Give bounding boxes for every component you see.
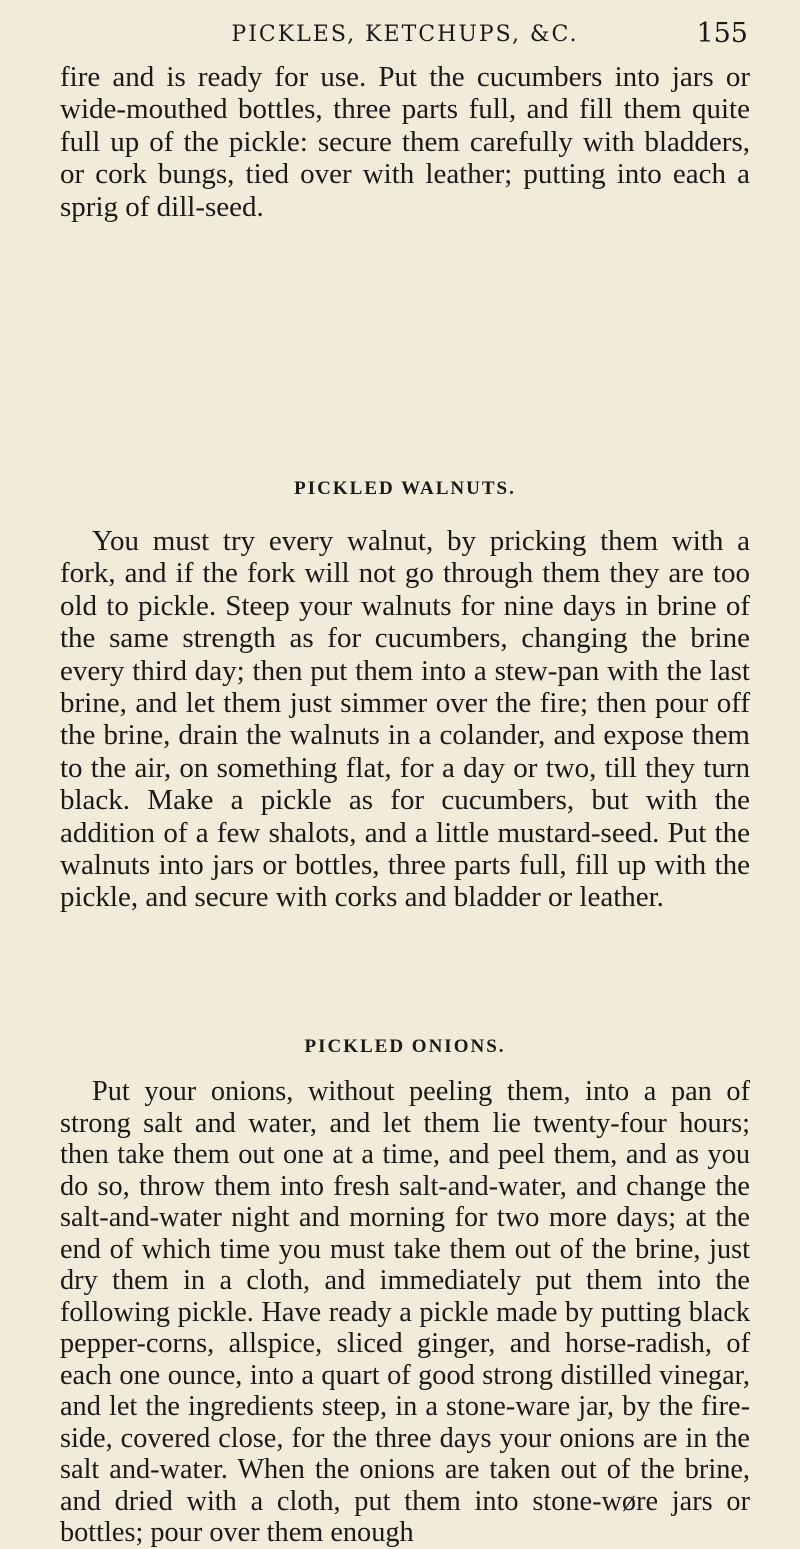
intro-paragraph: fire and is ready for use. Put the cucumbers into jars or wide-mouthed bottles, three parts full, and fill them quite full up of the pickle: secure them carefully with bladders, or cork bungs, tied over with leather; putting into each a sprig of dill-seed. (60, 61, 750, 223)
walnuts-paragraph: You must try every walnut, by pricking them with a fork, and if the fork will not go through them they are too old to pickle. Steep your walnuts for nine days in brine of the same strength as for cucumbers, changing the brine every third day; then put them into a stew-pan with the last brine, and let them just simmer over the fire; then pour off the brine, drain the walnuts in a colander, and expose them to the air, on something flat, for a day or two, till they turn black. Make a pickle as for cucumbers, but with the addition of a few shalots, and a little mustard-seed. Put the walnuts into jars or bottles, three parts full, fill up with the pickle, and secure with corks and bladder or leather. (60, 525, 750, 914)
running-head (60, 14, 750, 54)
book-page (60, 0, 750, 1548)
running-title: PICKLES, KETCHUPS, &C. (231, 22, 579, 47)
walnuts-heading: PICKLED WALNUTS. (294, 478, 516, 499)
page-number: 155 (696, 18, 748, 49)
onions-heading: PICKLED ONIONS. (304, 1036, 506, 1057)
onions-paragraph: Put your onions, without peeling them, into a pan of strong salt and water, and let them lie twenty-four hours; then take them out one at a time, and peel them, and as you do so, throw them into fresh salt-and-water, and change the salt-and-water night and morning for two more days; at the end of which time you must take them out of the brine, just dry them in a cloth, and immediately put them into the following pickle. Have ready a pickle made by putting black pepper-corns, allspice, sliced ginger, and horse-radish, of each one ounce, into a quart of good strong distilled vinegar, and let the ingredients steep, in a stone-ware jar, by the fire-side, covered close, for the three days your onions are in the salt and-water. When the onions are taken out of the brine, and dried with a cloth, put them into stone-wøre jars or bottles; pour over them enough (60, 1076, 750, 1548)
